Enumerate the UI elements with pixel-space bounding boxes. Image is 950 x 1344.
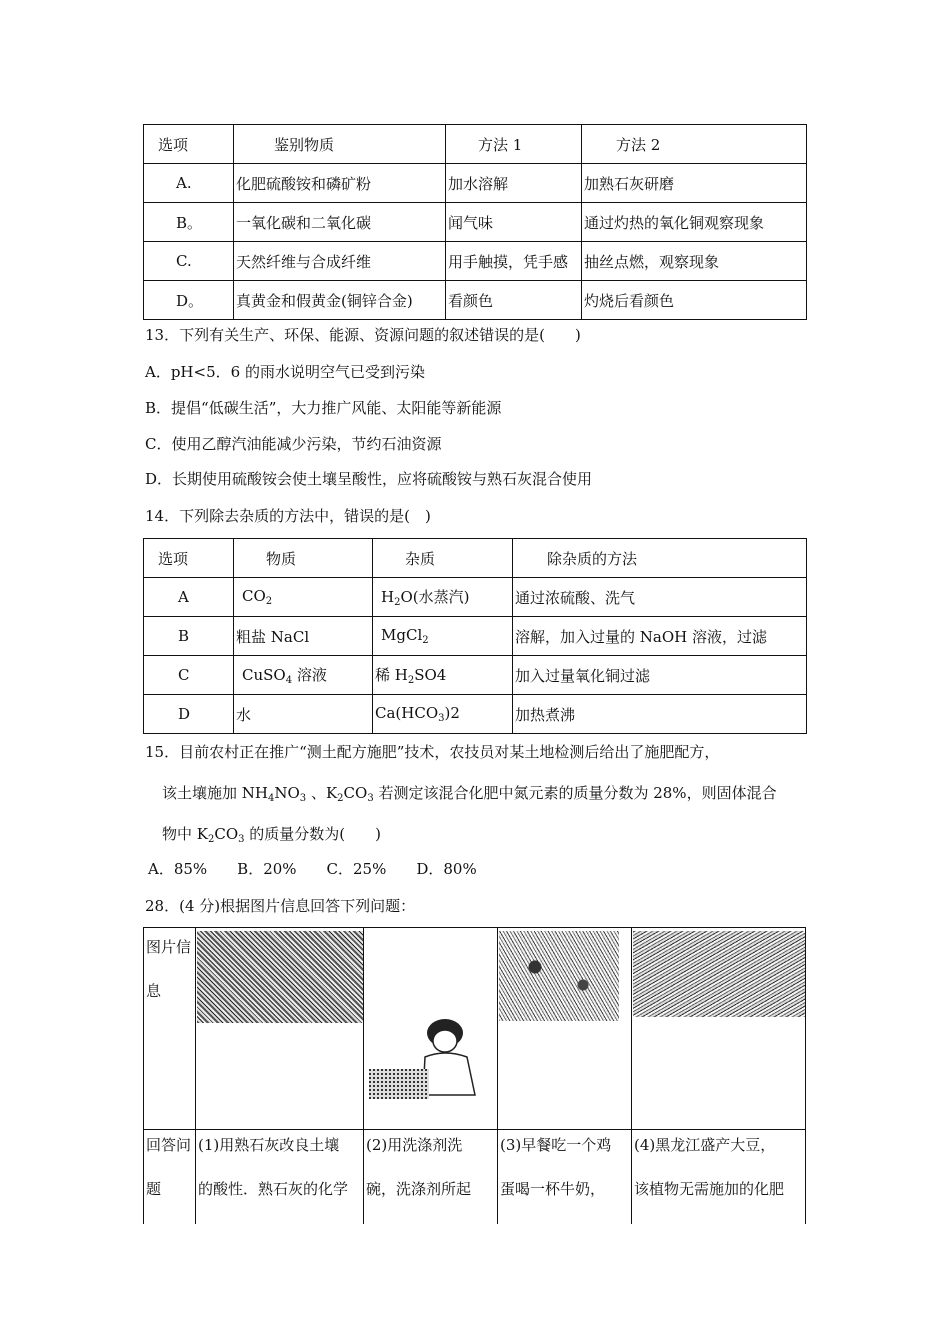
table2-header-method: 除杂质的方法 bbox=[513, 539, 807, 578]
table1-header-substance: 鉴别物质 bbox=[234, 125, 446, 164]
table2-cell: $CO_2$ bbox=[234, 578, 373, 617]
q13-option-d: D．长期使用硫酸铵会使土壤呈酸性，应将硫酸铵与熟石灰混合使用 bbox=[145, 470, 593, 488]
table1-cell: 化肥硫酸铵和磷矿粉 bbox=[234, 164, 446, 203]
breakfast-egg-milk-image bbox=[499, 931, 619, 1021]
q28-stem: 28．(4 分)根据图片信息回答下列问题： bbox=[145, 897, 416, 915]
table1-cell: 加水溶解 bbox=[446, 164, 582, 203]
table2-cell: 粗盐 NaCl bbox=[234, 617, 373, 656]
impurity-table bbox=[143, 538, 807, 734]
table2-cell: CuSO$_4$ 溶液 bbox=[234, 656, 373, 695]
table1-cell: D。 bbox=[144, 281, 234, 320]
row-label-answer: 回答问 题 bbox=[146, 1136, 192, 1198]
answer-4: (4)黑龙江盛产大豆， 该植物无需施加的化肥 bbox=[634, 1136, 785, 1198]
table2-cell: 加入过量氧化铜过滤 bbox=[513, 656, 807, 695]
table1-cell: 灼烧后看颜色 bbox=[582, 281, 807, 320]
q14-stem: 14．下列除去杂质的方法中，错误的是( ) bbox=[145, 507, 431, 525]
q13-stem: 13．下列有关生产、环保、能源、资源问题的叙述错误的是( ) bbox=[145, 326, 581, 344]
table1-cell: C. bbox=[144, 242, 234, 281]
table-col-divider bbox=[631, 927, 632, 1224]
table2-cell: $Ca(HCO_3)2$ bbox=[373, 695, 513, 734]
table2-header-impurity: 杂质 bbox=[373, 539, 513, 578]
table1-cell: 抽丝点燃，观察现象 bbox=[582, 242, 807, 281]
table1-cell: 真黄金和假黄金(铜锌合金) bbox=[234, 281, 446, 320]
table1-cell: 一氧化碳和二氧化碳 bbox=[234, 203, 446, 242]
q13-option-c: C．使用乙醇汽油能减少污染，节约石油资源 bbox=[145, 435, 442, 453]
table2-cell: 稀 $H_2SO4$ bbox=[373, 656, 513, 695]
person-washing-icon bbox=[365, 1017, 495, 1103]
table1-cell: 闻气味 bbox=[446, 203, 582, 242]
table1-cell: 天然纤维与合成纤维 bbox=[234, 242, 446, 281]
table2-cell: 通过浓硫酸、洗气 bbox=[513, 578, 807, 617]
table2-cell: 水 bbox=[234, 695, 373, 734]
table2-cell: 溶解，加入过量的 NaOH 溶液，过滤 bbox=[513, 617, 807, 656]
answer-2: (2)用洗涤剂洗 碗，洗涤剂所起 bbox=[366, 1136, 472, 1198]
table-border-top bbox=[143, 927, 806, 928]
answer-3: (3)早餐吃一个鸡 蛋喝一杯牛奶， bbox=[500, 1136, 612, 1198]
table1-cell: 用手触摸，凭手感 bbox=[446, 242, 582, 281]
table-col-divider bbox=[195, 927, 196, 1224]
table2-cell: B bbox=[144, 617, 234, 656]
table1-header-method2: 方法 2 bbox=[582, 125, 807, 164]
table2-cell: $H_2O$(水蒸汽) bbox=[373, 578, 513, 617]
washing-dishes-image bbox=[365, 1017, 495, 1103]
table1-cell: 通过灼热的氧化铜观察现象 bbox=[582, 203, 807, 242]
table-border-right bbox=[805, 927, 806, 1224]
q15-options: A．85% B．20% C．25% D．80% bbox=[148, 860, 477, 878]
q13-option-b: B．提倡“低碳生活”，大力推广风能、太阳能等新能源 bbox=[145, 399, 502, 417]
identification-table bbox=[143, 124, 807, 320]
table-col-divider bbox=[363, 927, 364, 1224]
table-col-divider bbox=[497, 927, 498, 1224]
table1-header-option: 选项 bbox=[144, 125, 234, 164]
table1-cell: 看颜色 bbox=[446, 281, 582, 320]
soybean-field-image bbox=[633, 931, 805, 1017]
lime-soil-image bbox=[197, 931, 363, 1023]
row-label-picture: 图片信 息 bbox=[146, 938, 192, 1000]
table-border-left bbox=[143, 927, 144, 1224]
table1-cell: 加熟石灰研磨 bbox=[582, 164, 807, 203]
q13-option-a: A．pH<5．6 的雨水说明空气已受到污染 bbox=[145, 363, 425, 381]
table1-cell: B。 bbox=[144, 203, 234, 242]
q15-line1: 15．目前农村正在推广“测土配方施肥”技术，农技员对某土地检测后给出了施肥配方， bbox=[145, 743, 720, 761]
answer-1: (1)用熟石灰改良土壤 的酸性．熟石灰的化学 bbox=[198, 1136, 349, 1198]
table1-cell: A. bbox=[144, 164, 234, 203]
table2-cell: 加热煮沸 bbox=[513, 695, 807, 734]
table2-cell: C bbox=[144, 656, 234, 695]
table2-header-option: 选项 bbox=[144, 539, 234, 578]
table2-header-substance: 物质 bbox=[234, 539, 373, 578]
table2-cell: MgCl$_2$ bbox=[373, 617, 513, 656]
table2-cell: A bbox=[144, 578, 234, 617]
q15-line2: 该土壤施加 $NH_4NO_3$ 、$K_2CO_3$ 若测定该混合化肥中氮元素的质量分数为 28%，则固体混合 bbox=[162, 784, 777, 804]
table2-cell: D bbox=[144, 695, 234, 734]
q15-line3: 物中 $K_2CO_3$ 的质量分数为( ) bbox=[162, 825, 381, 845]
picture-table bbox=[143, 927, 806, 1224]
table1-header-method1: 方法 1 bbox=[446, 125, 582, 164]
